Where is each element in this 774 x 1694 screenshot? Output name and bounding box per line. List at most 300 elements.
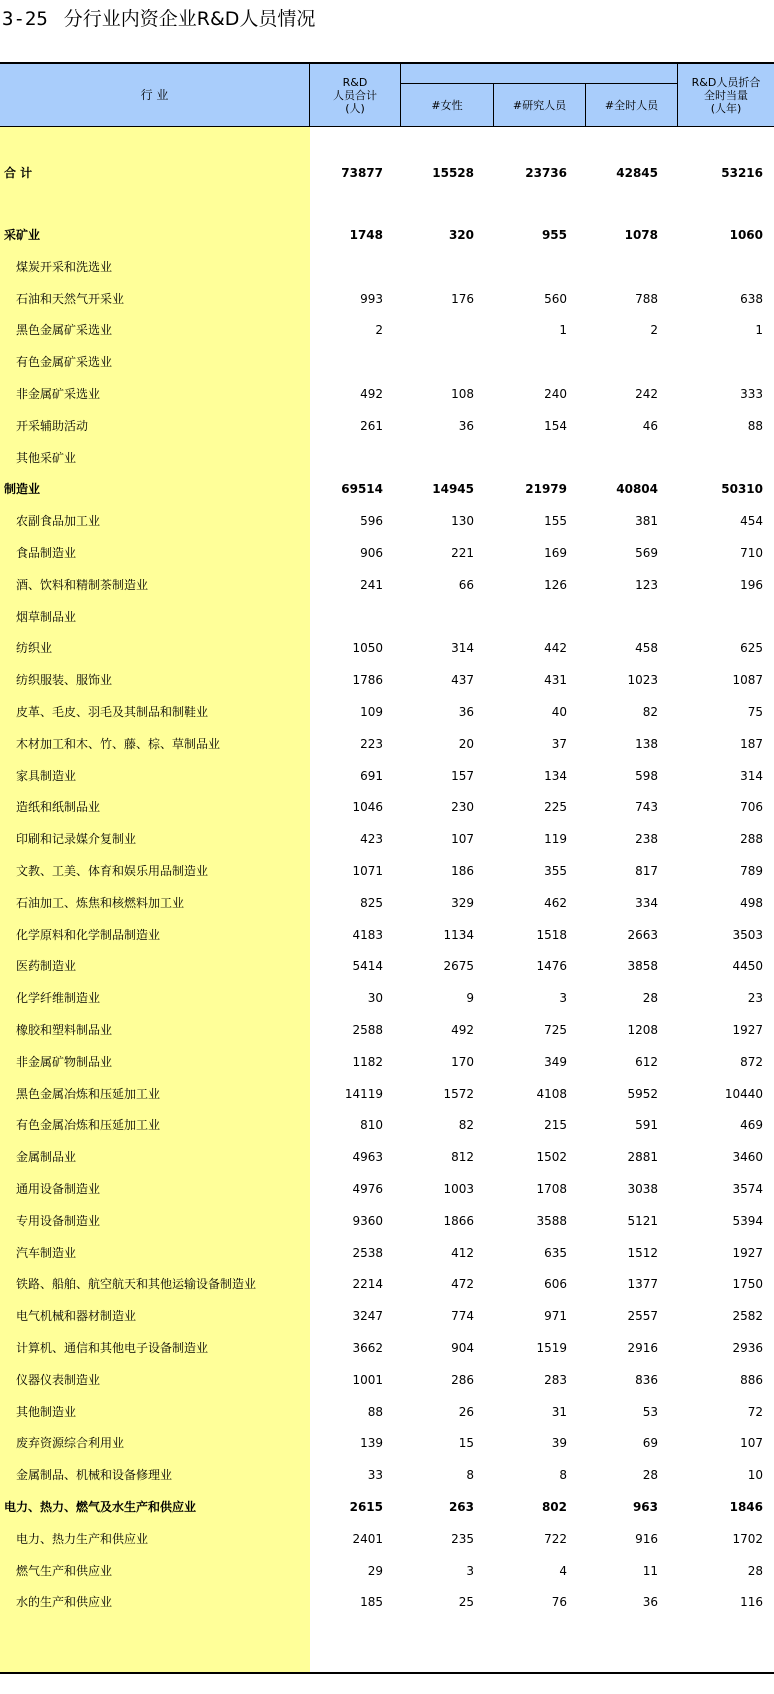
industry-name: 农副食品加工业 <box>16 514 101 529</box>
female-cell: 9 <box>466 991 474 1006</box>
header-total-top: R&D <box>342 75 368 89</box>
female-cell: 176 <box>451 291 474 306</box>
industry-name: 有色金属冶炼和压延加工业 <box>16 1118 161 1133</box>
industry-name: 木材加工和木、竹、藤、棕、草制品业 <box>16 736 221 751</box>
female-cell: 221 <box>451 546 474 560</box>
table-row <box>0 601 774 633</box>
total-cell: 2538 <box>352 1245 383 1260</box>
fulltime-cell: 381 <box>635 514 658 529</box>
researcher-cell: 560 <box>544 291 567 306</box>
researcher-cell: 283 <box>544 1372 567 1387</box>
fte-cell: 50310 <box>721 482 763 497</box>
table-row <box>0 1459 774 1491</box>
industry-name: 通用设备制造业 <box>16 1182 101 1196</box>
table-row <box>0 410 774 442</box>
fulltime-cell: 242 <box>635 387 658 401</box>
fulltime-cell: 916 <box>635 1531 658 1546</box>
table-header <box>0 64 774 127</box>
industry-name: 水的生产和供应业 <box>16 1595 113 1610</box>
female-cell: 36 <box>458 705 474 719</box>
female-cell: 15528 <box>432 166 474 180</box>
industry-name: 专用设备制造业 <box>16 1213 101 1228</box>
total-cell: 596 <box>360 514 383 529</box>
fulltime-cell: 836 <box>635 1372 658 1387</box>
total-cell: 261 <box>360 418 383 433</box>
table-row <box>0 1237 774 1269</box>
fte-cell: 288 <box>740 832 763 847</box>
fte-cell: 3503 <box>732 927 763 942</box>
researcher-cell: 169 <box>544 546 567 560</box>
fte-cell: 638 <box>740 291 763 306</box>
total-cell: 2214 <box>352 1277 383 1292</box>
total-cell: 4976 <box>352 1182 383 1196</box>
total-cell: 2615 <box>349 1500 383 1514</box>
fte-cell: 116 <box>740 1595 763 1610</box>
total-cell: 185 <box>360 1595 383 1610</box>
industry-name: 石油和天然气开采业 <box>16 291 125 306</box>
researcher-cell: 23736 <box>525 166 567 180</box>
table-row <box>0 1109 774 1141</box>
page-title <box>2 4 315 34</box>
fulltime-cell: 5121 <box>627 1213 658 1228</box>
total-cell: 423 <box>360 832 383 847</box>
fulltime-cell: 458 <box>635 641 658 656</box>
total-cell: 2588 <box>352 1023 383 1037</box>
female-cell: 286 <box>451 1372 474 1387</box>
fte-cell: 1087 <box>732 673 763 688</box>
header-subdivider <box>401 83 677 84</box>
female-cell: 170 <box>451 1054 474 1069</box>
table-row <box>0 1555 774 1587</box>
table-row <box>0 1046 774 1078</box>
researcher-cell: 802 <box>541 1500 567 1514</box>
total-cell: 14119 <box>344 1086 383 1101</box>
industry-name: 合 计 <box>4 166 33 180</box>
industry-name: 印刷和记录媒介复制业 <box>16 832 137 847</box>
total-cell: 2 <box>375 323 383 338</box>
fulltime-cell: 138 <box>635 736 658 751</box>
industry-name: 纺织服装、服饰业 <box>16 673 113 688</box>
total-cell: 1050 <box>352 641 383 656</box>
table-row <box>0 982 774 1014</box>
total-cell: 1748 <box>349 228 383 242</box>
female-cell: 1866 <box>443 1213 474 1228</box>
industry-name: 非金属矿采选业 <box>16 387 101 401</box>
researcher-cell: 725 <box>544 1023 567 1037</box>
female-cell: 186 <box>451 864 474 878</box>
total-cell: 30 <box>367 991 383 1006</box>
industry-name: 黑色金属冶炼和压延加工业 <box>16 1086 161 1101</box>
fulltime-cell: 69 <box>642 1436 658 1451</box>
female-cell: 472 <box>451 1277 474 1292</box>
researcher-cell: 431 <box>544 673 567 688</box>
fte-cell: 314 <box>740 768 763 783</box>
fte-cell: 2936 <box>732 1341 763 1355</box>
female-cell: 20 <box>458 736 474 751</box>
female-cell: 437 <box>451 673 474 688</box>
table-title: 分行业内资企业R&D人员情况 <box>63 8 316 30</box>
table-row <box>0 1396 774 1428</box>
fulltime-cell: 11 <box>642 1563 658 1578</box>
industry-name: 其他采矿业 <box>16 450 77 465</box>
fulltime-cell: 53 <box>642 1404 658 1419</box>
fulltime-cell: 963 <box>632 1500 658 1514</box>
table-body <box>0 127 774 1672</box>
fte-cell: 23 <box>747 991 763 1006</box>
researcher-cell: 3588 <box>536 1213 567 1228</box>
female-cell: 66 <box>458 577 474 592</box>
fulltime-cell: 1208 <box>627 1023 658 1037</box>
table-row <box>0 1268 774 1300</box>
industry-name: 家具制造业 <box>16 768 77 783</box>
female-cell: 314 <box>451 641 474 656</box>
total-cell: 9360 <box>352 1213 383 1228</box>
table-row <box>0 1014 774 1046</box>
fte-cell: 1846 <box>729 1500 763 1514</box>
fulltime-cell: 36 <box>642 1595 658 1610</box>
table-row <box>0 251 774 283</box>
fulltime-cell: 2 <box>650 323 658 338</box>
fulltime-cell: 788 <box>635 291 658 306</box>
researcher-cell: 76 <box>551 1595 567 1610</box>
female-cell: 1572 <box>443 1086 474 1101</box>
industry-name: 采矿业 <box>4 228 41 242</box>
total-cell: 691 <box>360 768 383 783</box>
fulltime-cell: 123 <box>635 577 658 592</box>
total-cell: 1001 <box>352 1372 383 1387</box>
table-row <box>0 505 774 537</box>
fte-cell: 1927 <box>732 1023 763 1037</box>
researcher-cell: 225 <box>544 800 567 815</box>
researcher-cell: 355 <box>544 864 567 878</box>
header-industry: 行 业 <box>140 87 169 102</box>
fulltime-cell: 5952 <box>627 1086 658 1101</box>
industry-name: 废弃资源综合利用业 <box>16 1436 125 1451</box>
female-cell: 8 <box>466 1468 474 1483</box>
total-cell: 810 <box>360 1118 383 1133</box>
fte-cell: 789 <box>740 864 763 878</box>
female-cell: 235 <box>451 1531 474 1546</box>
header-fte-unit: (人年) <box>710 101 742 115</box>
fulltime-cell: 2881 <box>627 1150 658 1165</box>
fte-cell: 333 <box>740 387 763 401</box>
industry-name: 非金属矿物制品业 <box>16 1054 113 1069</box>
fte-cell: 3460 <box>732 1150 763 1165</box>
total-cell: 223 <box>360 736 383 751</box>
fte-cell: 5394 <box>732 1213 763 1228</box>
industry-name: 金属制品、机械和设备修理业 <box>16 1468 173 1483</box>
female-cell: 36 <box>458 418 474 433</box>
total-cell: 1786 <box>352 673 383 688</box>
fulltime-cell: 28 <box>642 1468 658 1483</box>
researcher-cell: 955 <box>541 228 567 242</box>
total-cell: 4183 <box>352 927 383 942</box>
header-total-unit: (人) <box>345 101 365 115</box>
industry-name: 皮革、毛皮、羽毛及其制品和制鞋业 <box>16 705 209 719</box>
female-cell: 1134 <box>443 927 474 942</box>
fulltime-cell: 28 <box>642 991 658 1006</box>
table-row <box>0 219 774 251</box>
industry-name: 电力、热力、燃气及水生产和供应业 <box>4 1500 197 1514</box>
researcher-cell: 39 <box>551 1436 567 1451</box>
header-total <box>310 64 400 126</box>
fte-cell: 1060 <box>729 228 763 242</box>
fulltime-cell: 3858 <box>627 959 658 974</box>
researcher-cell: 1 <box>559 323 567 338</box>
researcher-cell: 635 <box>544 1245 567 1260</box>
female-cell: 1003 <box>443 1182 474 1196</box>
table-row <box>0 855 774 887</box>
table-row <box>0 378 774 410</box>
table-row <box>0 760 774 792</box>
fte-cell: 469 <box>740 1118 763 1133</box>
table-row <box>0 632 774 664</box>
total-cell: 29 <box>367 1563 383 1578</box>
female-cell: 108 <box>451 387 474 401</box>
table-row <box>0 1141 774 1173</box>
fte-cell: 196 <box>740 577 763 592</box>
fulltime-cell: 612 <box>635 1054 658 1069</box>
researcher-cell: 155 <box>544 514 567 529</box>
fulltime-cell: 2916 <box>627 1341 658 1355</box>
female-cell: 230 <box>451 800 474 815</box>
industry-name: 化学纤维制造业 <box>16 991 101 1006</box>
fte-cell: 3574 <box>732 1182 763 1196</box>
total-cell: 825 <box>360 895 383 910</box>
header-researcher: #研究人员 <box>512 98 567 112</box>
fulltime-cell: 1377 <box>627 1277 658 1292</box>
table-row <box>0 1078 774 1110</box>
table-row <box>0 1523 774 1555</box>
female-cell: 320 <box>448 228 474 242</box>
female-cell: 492 <box>451 1023 474 1037</box>
industry-name: 文教、工美、体育和娱乐用品制造业 <box>16 864 209 878</box>
researcher-cell: 1476 <box>536 959 567 974</box>
researcher-cell: 462 <box>544 895 567 910</box>
fulltime-cell: 3038 <box>627 1182 658 1196</box>
table-row <box>0 1300 774 1332</box>
researcher-cell: 240 <box>544 387 567 401</box>
table-row <box>0 283 774 315</box>
researcher-cell: 126 <box>544 577 567 592</box>
fulltime-cell: 1023 <box>627 673 658 688</box>
table-row <box>0 157 774 189</box>
fte-cell: 72 <box>747 1404 763 1419</box>
researcher-cell: 1519 <box>536 1341 567 1355</box>
table-row <box>0 823 774 855</box>
industry-name: 金属制品业 <box>16 1150 77 1165</box>
researcher-cell: 1708 <box>536 1182 567 1196</box>
researcher-cell: 971 <box>544 1309 567 1324</box>
researcher-cell: 21979 <box>525 482 567 497</box>
total-cell: 3247 <box>352 1309 383 1324</box>
industry-name: 铁路、船舶、航空航天和其他运输设备制造业 <box>16 1277 257 1292</box>
industry-name: 酒、饮料和精制茶制造业 <box>16 577 149 592</box>
col-divider <box>400 64 401 127</box>
industry-name: 其他制造业 <box>16 1404 77 1419</box>
researcher-cell: 154 <box>544 418 567 433</box>
female-cell: 130 <box>451 514 474 529</box>
female-cell: 904 <box>451 1341 474 1355</box>
table-row <box>0 664 774 696</box>
table-row <box>0 569 774 601</box>
researcher-cell: 37 <box>551 736 567 751</box>
header-fulltime: #全时人员 <box>604 98 659 112</box>
researcher-cell: 1518 <box>536 927 567 942</box>
female-cell: 14945 <box>432 482 474 497</box>
table-row <box>0 1427 774 1459</box>
fte-cell: 1702 <box>732 1531 763 1546</box>
industry-name: 石油加工、炼焦和核燃料加工业 <box>16 895 185 910</box>
fte-cell: 1750 <box>732 1277 763 1292</box>
researcher-cell: 119 <box>544 832 567 847</box>
col-divider <box>585 83 586 126</box>
researcher-cell: 8 <box>559 1468 567 1483</box>
fte-cell: 454 <box>740 514 763 529</box>
table-row <box>0 696 774 728</box>
female-cell: 329 <box>451 895 474 910</box>
header-fte <box>678 64 774 126</box>
table-row <box>0 537 774 569</box>
female-cell: 26 <box>458 1404 474 1419</box>
total-cell: 1046 <box>352 800 383 815</box>
header-total-label: 人员合计 <box>333 88 377 102</box>
total-cell: 5414 <box>352 959 383 974</box>
table-row <box>0 1491 774 1523</box>
total-cell: 1182 <box>352 1054 383 1069</box>
fte-cell: 53216 <box>721 166 763 180</box>
data-table <box>0 62 774 1674</box>
fte-cell: 872 <box>740 1054 763 1069</box>
fte-cell: 498 <box>740 895 763 910</box>
table-row <box>0 1364 774 1396</box>
fulltime-cell: 598 <box>635 768 658 783</box>
female-cell: 412 <box>451 1245 474 1260</box>
total-cell: 33 <box>367 1468 383 1483</box>
fulltime-cell: 42845 <box>616 166 658 180</box>
industry-name: 医药制造业 <box>16 959 77 974</box>
fte-cell: 625 <box>740 641 763 656</box>
researcher-cell: 40 <box>551 705 567 719</box>
fulltime-cell: 817 <box>635 864 658 878</box>
fte-cell: 88 <box>747 418 763 433</box>
researcher-cell: 442 <box>544 641 567 656</box>
fulltime-cell: 591 <box>635 1118 658 1133</box>
total-cell: 4963 <box>352 1150 383 1165</box>
researcher-cell: 606 <box>544 1277 567 1292</box>
header-female: #女性 <box>431 98 463 112</box>
fte-cell: 706 <box>740 800 763 815</box>
industry-name: 汽车制造业 <box>16 1245 77 1260</box>
total-cell: 993 <box>360 291 383 306</box>
table-row <box>0 919 774 951</box>
fulltime-cell: 1078 <box>624 228 658 242</box>
fte-cell: 710 <box>740 546 763 560</box>
female-cell: 157 <box>451 768 474 783</box>
fte-cell: 1927 <box>732 1245 763 1260</box>
researcher-cell: 3 <box>559 991 567 1006</box>
fte-cell: 107 <box>740 1436 763 1451</box>
industry-name: 黑色金属矿采选业 <box>16 323 113 338</box>
total-cell: 3662 <box>352 1341 383 1355</box>
industry-name: 制造业 <box>4 482 41 497</box>
female-cell: 2675 <box>443 959 474 974</box>
table-row <box>0 473 774 505</box>
researcher-cell: 215 <box>544 1118 567 1133</box>
industry-name: 有色金属矿采选业 <box>16 355 113 370</box>
table-row <box>0 1586 774 1618</box>
industry-name: 燃气生产和供应业 <box>16 1563 113 1578</box>
total-cell: 492 <box>360 387 383 401</box>
researcher-cell: 1502 <box>536 1150 567 1165</box>
total-cell: 2401 <box>352 1531 383 1546</box>
fte-cell: 75 <box>747 705 763 719</box>
fulltime-cell: 238 <box>635 832 658 847</box>
header-fte-line2: 全时当量 <box>704 88 748 102</box>
header-fte-line1: R&D人员折合 <box>691 75 761 89</box>
fulltime-cell: 334 <box>635 895 658 910</box>
table-row <box>0 1205 774 1237</box>
fte-cell: 2582 <box>732 1309 763 1324</box>
table-row <box>0 1173 774 1205</box>
table-row <box>0 346 774 378</box>
researcher-cell: 31 <box>551 1404 567 1419</box>
researcher-cell: 722 <box>544 1531 567 1546</box>
industry-name: 食品制造业 <box>16 546 77 560</box>
fte-cell: 187 <box>740 736 763 751</box>
table-row <box>0 887 774 919</box>
industry-name: 造纸和纸制品业 <box>16 800 101 815</box>
table-row <box>0 791 774 823</box>
industry-name: 化学原料和化学制品制造业 <box>16 927 161 942</box>
fulltime-cell: 743 <box>635 800 658 815</box>
female-cell: 107 <box>451 832 474 847</box>
researcher-cell: 4 <box>559 1563 567 1578</box>
table-row <box>0 728 774 760</box>
fte-cell: 4450 <box>732 959 763 974</box>
female-cell: 82 <box>458 1118 474 1133</box>
industry-name: 计算机、通信和其他电子设备制造业 <box>16 1341 209 1355</box>
female-cell: 263 <box>448 1500 474 1514</box>
total-cell: 1071 <box>352 864 383 878</box>
industry-name: 橡胶和塑料制品业 <box>16 1023 113 1037</box>
fulltime-cell: 2663 <box>627 927 658 942</box>
table-row <box>0 1332 774 1364</box>
table-row <box>0 950 774 982</box>
total-cell: 109 <box>360 705 383 719</box>
fulltime-cell: 46 <box>642 418 658 433</box>
col-divider <box>677 64 678 127</box>
fte-cell: 28 <box>747 1563 763 1578</box>
fulltime-cell: 1512 <box>627 1245 658 1260</box>
total-cell: 73877 <box>341 166 383 180</box>
table-bottom-border <box>0 1672 774 1674</box>
industry-name: 纺织业 <box>16 641 53 656</box>
industry-name: 仪器仪表制造业 <box>16 1372 101 1387</box>
fulltime-cell: 82 <box>642 705 658 719</box>
fulltime-cell: 569 <box>635 546 658 560</box>
total-cell: 241 <box>360 577 383 592</box>
total-cell: 139 <box>360 1436 383 1451</box>
total-cell: 906 <box>360 546 383 560</box>
industry-name: 开采辅助活动 <box>16 418 89 433</box>
industry-name: 电力、热力生产和供应业 <box>16 1531 149 1546</box>
fte-cell: 10 <box>747 1468 763 1483</box>
fulltime-cell: 40804 <box>616 482 658 497</box>
fte-cell: 10440 <box>724 1086 763 1101</box>
female-cell: 812 <box>451 1150 474 1165</box>
table-row <box>0 442 774 474</box>
